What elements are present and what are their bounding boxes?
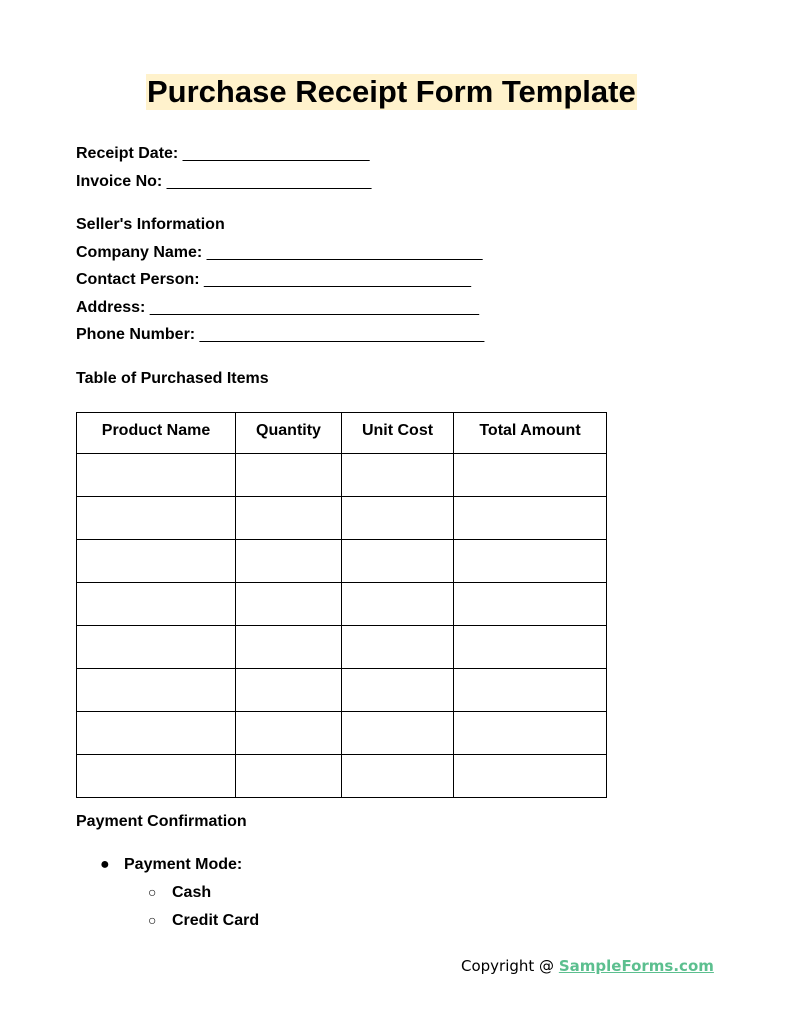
table-cell[interactable] xyxy=(77,583,236,626)
table-cell[interactable] xyxy=(236,540,342,583)
table-cell[interactable] xyxy=(77,454,236,497)
table-cell[interactable] xyxy=(342,540,454,583)
table-cell[interactable] xyxy=(454,626,607,669)
table-cell[interactable] xyxy=(236,583,342,626)
table-header-row xyxy=(77,413,607,454)
payment-mode-item xyxy=(100,855,242,875)
table-cell[interactable] xyxy=(236,497,342,540)
table-cell[interactable] xyxy=(454,583,607,626)
table-cell[interactable] xyxy=(454,669,607,712)
items-table-heading: Table of Purchased Items xyxy=(76,370,269,387)
table-cell[interactable] xyxy=(236,626,342,669)
bullet-icon: ● xyxy=(100,856,110,873)
invoice-no-field[interactable] xyxy=(76,172,371,192)
table-cell[interactable] xyxy=(342,626,454,669)
address-field[interactable] xyxy=(76,298,479,318)
payment-mode-label: Payment Mode: xyxy=(124,856,243,873)
col-product-name: Product Name xyxy=(77,413,236,454)
phone-number-field[interactable] xyxy=(76,325,484,345)
table-cell[interactable] xyxy=(77,669,236,712)
table-cell[interactable] xyxy=(236,712,342,755)
table-cell[interactable] xyxy=(77,540,236,583)
phone-number-label: Phone Number: xyxy=(76,326,196,343)
table-cell[interactable] xyxy=(236,755,342,798)
table-cell[interactable] xyxy=(77,712,236,755)
circle-bullet-icon: ○ xyxy=(148,912,157,928)
table-row xyxy=(77,497,607,540)
contact-person-field[interactable] xyxy=(76,270,471,290)
table-cell[interactable] xyxy=(454,712,607,755)
footer-copyright xyxy=(461,956,714,976)
table-cell[interactable] xyxy=(77,626,236,669)
payment-option-label: Cash xyxy=(172,884,212,901)
payment-option-label: Credit Card xyxy=(172,912,260,929)
contact-person-blank[interactable]: ______________________________ xyxy=(204,271,471,288)
table-row xyxy=(77,540,607,583)
receipt-date-field[interactable] xyxy=(76,144,370,164)
table-cell[interactable] xyxy=(454,540,607,583)
table-cell[interactable] xyxy=(77,755,236,798)
table-cell[interactable] xyxy=(77,497,236,540)
table-cell[interactable] xyxy=(454,497,607,540)
table-row xyxy=(77,755,607,798)
invoice-no-blank[interactable]: _______________________ xyxy=(166,173,372,190)
contact-person-label: Contact Person: xyxy=(76,271,200,288)
receipt-date-label: Receipt Date: xyxy=(76,145,179,162)
table-cell[interactable] xyxy=(454,454,607,497)
table-row xyxy=(77,626,607,669)
receipt-date-blank[interactable]: _____________________ xyxy=(182,145,370,162)
col-unit-cost: Unit Cost xyxy=(342,413,454,454)
table-cell[interactable] xyxy=(342,583,454,626)
table-row xyxy=(77,454,607,497)
page-title: Purchase Receipt Form Template xyxy=(147,74,636,109)
circle-bullet-icon: ○ xyxy=(148,884,157,900)
company-name-blank[interactable]: _______________________________ xyxy=(206,244,483,261)
address-blank[interactable]: _____________________________________ xyxy=(149,299,480,316)
phone-number-blank[interactable]: ________________________________ xyxy=(199,326,485,343)
table-row xyxy=(77,669,607,712)
table-cell[interactable] xyxy=(342,454,454,497)
company-name-field[interactable] xyxy=(76,243,483,263)
table-cell[interactable] xyxy=(236,669,342,712)
table-cell[interactable] xyxy=(342,669,454,712)
col-total-amount: Total Amount xyxy=(454,413,607,454)
table-cell[interactable] xyxy=(342,497,454,540)
payment-option-credit-card[interactable] xyxy=(148,910,259,931)
payment-option-cash[interactable] xyxy=(148,882,211,903)
col-quantity: Quantity xyxy=(236,413,342,454)
brand-link[interactable]: SampleForms.com xyxy=(558,957,714,975)
table-row xyxy=(77,712,607,755)
table-cell[interactable] xyxy=(236,454,342,497)
invoice-no-label: Invoice No: xyxy=(76,173,163,190)
payment-heading: Payment Confirmation xyxy=(76,813,247,830)
table-cell[interactable] xyxy=(342,755,454,798)
table-row xyxy=(77,583,607,626)
table-cell[interactable] xyxy=(342,712,454,755)
seller-heading: Seller's Information xyxy=(76,216,225,233)
purchased-items-table xyxy=(76,412,607,798)
copyright-prefix: Copyright @ xyxy=(461,957,559,975)
table-cell[interactable] xyxy=(454,755,607,798)
address-label: Address: xyxy=(76,299,146,316)
company-name-label: Company Name: xyxy=(76,244,203,261)
